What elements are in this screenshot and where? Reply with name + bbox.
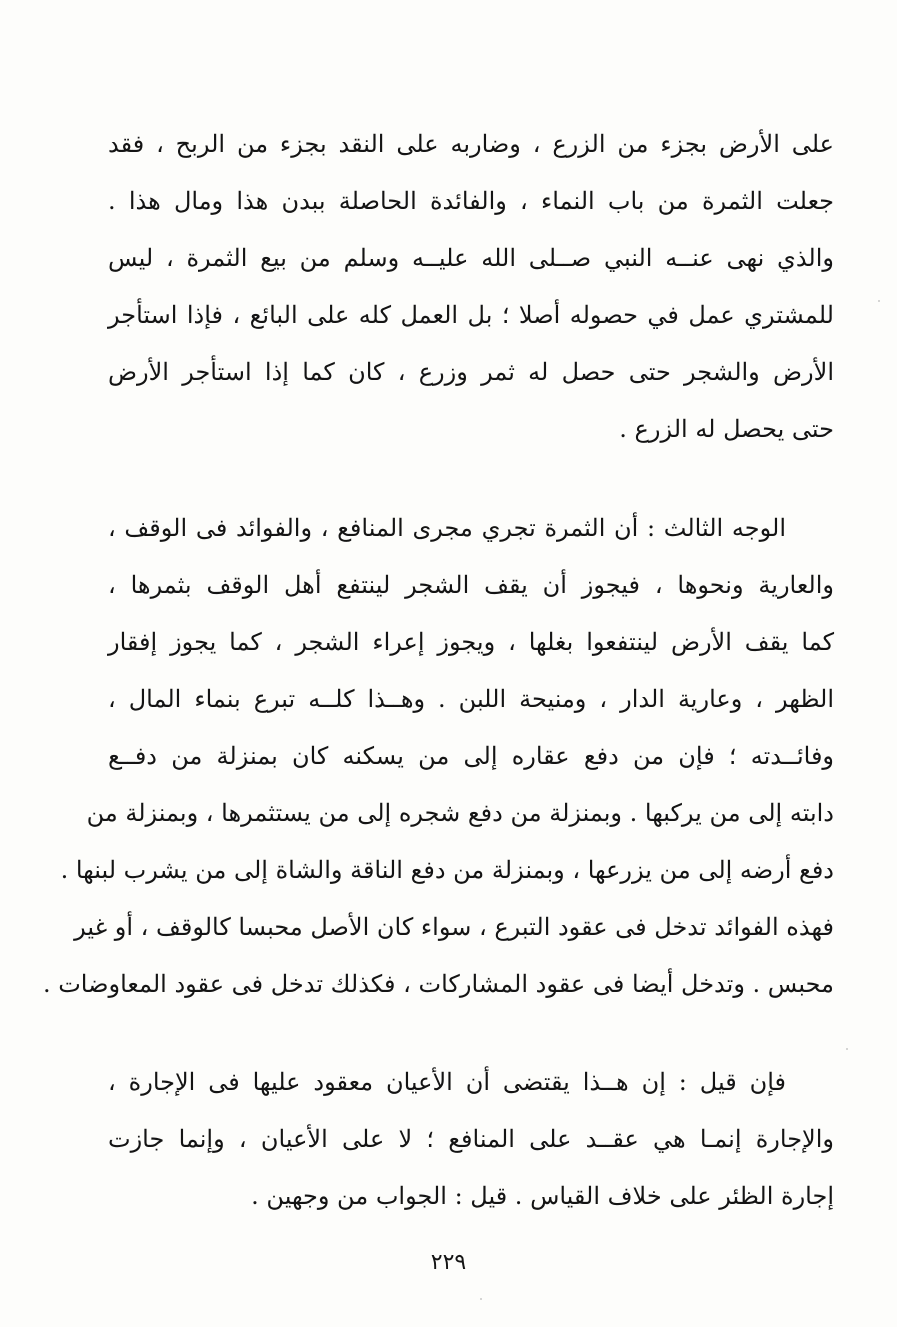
- scan-speck: [878, 300, 880, 302]
- text-line: فإن قيل : إن هــذا يقتضى أن الأعيان معقود عليها فى الإجارة ،: [108, 1068, 786, 1096]
- text-line: كما يقف الأرض لينتفعوا بغلها ، ويجوز إعراء الشجر ، كما يجوز إفقار: [108, 628, 834, 656]
- text-line: دفع أرضه إلى من يزرعها ، وبمنزلة من دفع الناقة والشاة إلى من يشرب لبنها .: [60, 856, 834, 884]
- scan-speck: [846, 1048, 848, 1050]
- paragraph-1: [108, 116, 834, 458]
- text-line: حتى يحصل له الزرع .: [619, 415, 834, 443]
- scan-speck: [480, 1298, 482, 1300]
- text-line: جعلت الثمرة من باب النماء ، والفائدة الحاصلة ببدن هذا ومال هذا .: [108, 187, 834, 215]
- paragraph-3: [108, 1054, 834, 1225]
- text-line: فهذه الفوائد تدخل فى عقود التبرع ، سواء كان الأصل محبسا كالوقف ، أو غير: [74, 913, 834, 941]
- text-line: دابته إلى من يركبها . وبمنزلة من دفع شجره إلى من يستثمرها ، وبمنزلة من: [86, 799, 834, 827]
- text-line: على الأرض بجزء من الزرع ، وضاربه على النقد بجزء من الربح ، فقد: [108, 130, 834, 158]
- text-line: والذي نهى عنــه النبي صــلى الله عليــه وسلم من بيع الثمرة ، ليس: [108, 244, 834, 272]
- page-number: ٢٢٩: [430, 1250, 467, 1275]
- text-line: والإجارة إنمـا هي عقــد على المنافع ؛ لا على الأعيان ، وإنما جازت: [108, 1125, 834, 1153]
- text-line: والعارية ونحوها ، فيجوز أن يقف الشجر لينتفع أهل الوقف بثمرها ،: [108, 571, 834, 599]
- text-line: الأرض والشجر حتى حصل له ثمر وزرع ، كان كما إذا استأجر الأرض: [108, 358, 834, 386]
- text-line: الوجه الثالث : أن الثمرة تجري مجرى المنافع ، والفوائد فى الوقف ،: [108, 514, 786, 542]
- paragraph-2: [42, 500, 834, 1013]
- text-line: للمشتري عمل في حصوله أصلا ؛ بل العمل كله على البائع ، فإذا استأجر: [108, 301, 834, 329]
- text-line: محبس . وتدخل أيضا فى عقود المشاركات ، فكذلك تدخل فى عقود المعاوضات .: [42, 970, 834, 998]
- text-line: إجارة الظئر على خلاف القياس . قيل : الجواب من وجهين .: [251, 1182, 834, 1210]
- text-line: وفائــدته ؛ فإن من دفع عقاره إلى من يسكنه كان بمنزلة من دفــع: [108, 742, 834, 770]
- text-line: الظهر ، وعارية الدار ، ومنيحة اللبن . وهــذا كلــه تبرع بنماء المال ،: [108, 685, 834, 713]
